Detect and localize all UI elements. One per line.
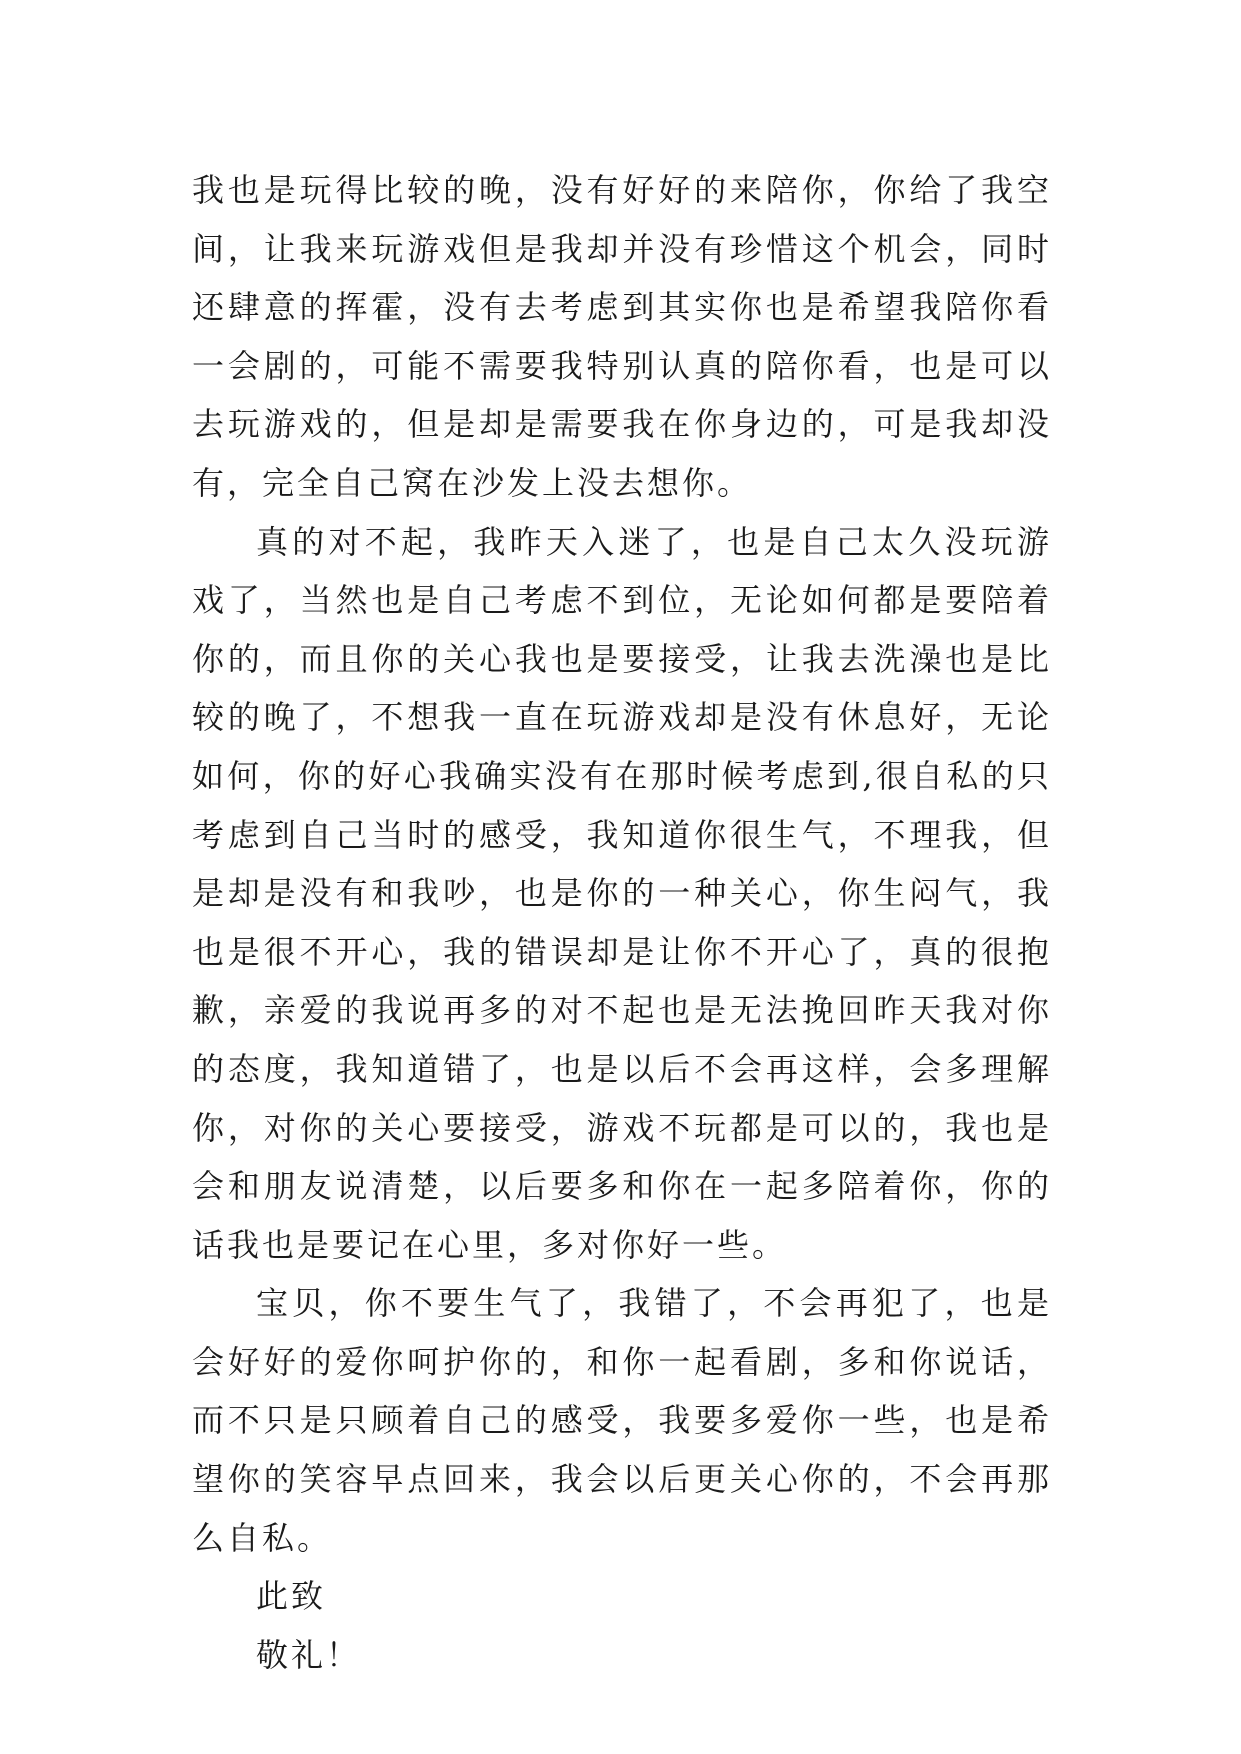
paragraph-2: 真的对不起，我昨天入迷了，也是自己太久没玩游戏了，当然也是自己考虑不到位，无论如何都是要陪着你的，而且你的关心我也是要接受，让我去洗澡也是比较的晚了，不想我一直在玩游戏却是没有休息好，无论如何，你的好心我确实没有在那时候考虑到,很自私的只考虑到自己当时的感受，我知道你很生气，不理我，但是却是没有和我吵，也是你的一种关心，你生闷气，我也是很不开心，我的错误却是让你不开心了，真的很抱歉，亲爱的我说再多的对不起也是无法挽回昨天我对你的态度，我知道错了，也是以后不会再这样，会多理解你，对你的关心要接受，游戏不玩都是可以的，我也是会和朋友说清楚，以后要多和你在一起多陪着你，你的话我也是要记在心里，多对你好一些。 [192, 522, 1052, 1264]
paragraph-3: 宝贝，你不要生气了，我错了，不会再犯了，也是会好好的爱你呵护你的，和你一起看剧，多和你说话，而不只是只顾着自己的感受，我要多爱你一些，也是希望你的笑容早点回来，我会以后更关心你的，不会再那么自私。 [192, 1284, 1052, 1557]
closing-regards: 敬礼！ [256, 1635, 362, 1674]
letter-body [192, 161, 1052, 1684]
closing-salutation: 此致 [256, 1577, 327, 1616]
paragraph-1: 我也是玩得比较的晚，没有好好的来陪你，你给了我空间，让我来玩游戏但是我却并没有珍惜这个机会，同时还肆意的挥霍，没有去考虑到其实你也是希望我陪你看一会剧的，可能不需要我特别认真的陪你看，也是可以去玩游戏的，但是却是需要我在你身边的，可是我却没有，完全自己窝在沙发上没去想你。 [192, 171, 1052, 502]
